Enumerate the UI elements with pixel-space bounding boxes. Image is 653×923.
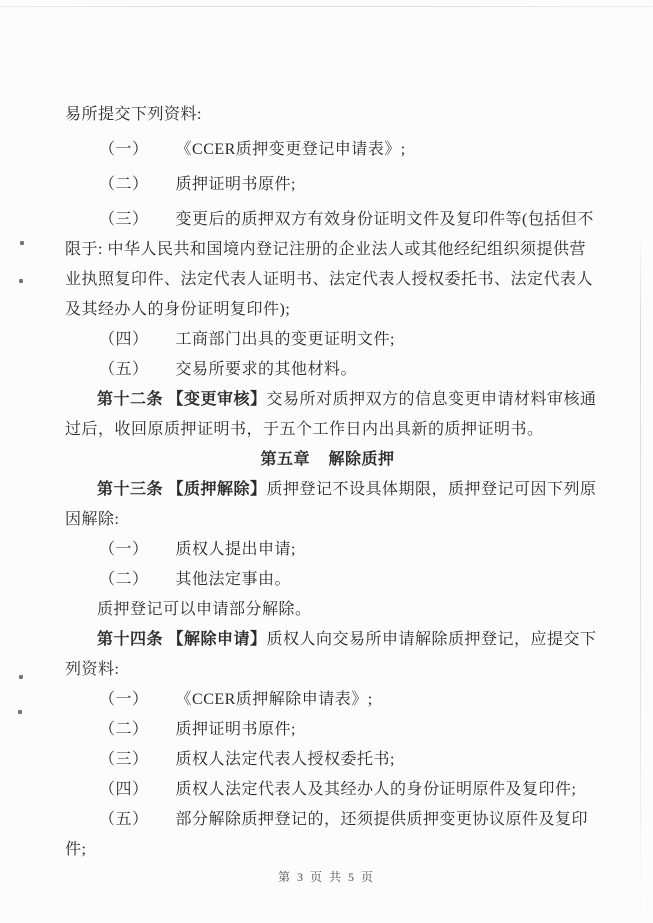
scan-speckle — [19, 279, 23, 283]
text-segment: 第五章 — [260, 451, 311, 468]
text-segment: 【解除申请】 — [167, 631, 267, 648]
text-segment: 质押登记可以申请部分解除。 — [97, 601, 312, 618]
text-segment: 工商部门出具的变更证明文件; — [175, 331, 395, 348]
text-segment: 质权人提出申请; — [175, 541, 296, 558]
text-segment: 第十三条 — [97, 481, 168, 498]
indented-line — [65, 595, 590, 625]
item-number: （三） — [99, 751, 149, 768]
article-line — [65, 385, 597, 415]
continuation-line — [65, 100, 590, 130]
text-segment: 交易所要求的其他材料。 — [175, 361, 358, 378]
item-number: （三） — [99, 211, 149, 228]
item-number: （二） — [99, 176, 149, 193]
item-number: （五） — [99, 811, 149, 828]
list-item — [99, 355, 590, 385]
scan-artifact-top-line — [0, 6, 653, 7]
text-segment: 易所提交下列资料: — [65, 106, 202, 123]
text-segment: 解除质押 — [328, 451, 395, 468]
text-segment: 《CCER质押解除申请表》; — [175, 691, 373, 708]
continuation-line — [65, 265, 594, 295]
list-item — [99, 565, 590, 595]
scan-speckle — [19, 675, 23, 679]
article-line — [65, 625, 597, 655]
text-segment: 因解除: — [65, 511, 120, 528]
text-segment: 【变更审核】 — [167, 391, 267, 408]
list-item — [99, 715, 590, 745]
list-item — [99, 170, 590, 200]
item-number: （一） — [99, 141, 149, 158]
text-segment: 交易所对质押双方的信息变更申请材料审核通 — [266, 391, 597, 408]
text-segment: 质押证明书原件; — [175, 176, 296, 193]
item-number: （二） — [99, 571, 149, 588]
text-segment: 及其经办人的身份证明复印件); — [65, 301, 291, 318]
list-item — [99, 745, 590, 775]
page-footer: 第 3 页 共 5 页 — [277, 870, 375, 884]
text-segment: 列资料: — [65, 661, 120, 678]
text-segment: 过后，收回原质押证明书，于五个工作日内出具新的质押证明书。 — [65, 421, 544, 438]
item-number: （一） — [99, 691, 149, 708]
continuation-line — [65, 655, 590, 685]
text-segment: 【质押解除】 — [167, 481, 267, 498]
text-segment: 部分解除质押登记的，还须提供质押变更协议原件及复印 — [175, 811, 589, 828]
text-segment: 业执照复印件、法定代表人证明书、法定代表人授权委托书、法定代表人 — [65, 271, 594, 288]
text-segment: 第十二条 — [97, 391, 168, 408]
list-item — [99, 685, 590, 715]
list-item — [99, 205, 594, 235]
continuation-line — [65, 415, 590, 445]
text-segment: 其他法定事由。 — [175, 571, 292, 588]
item-number: （二） — [99, 721, 149, 738]
list-item — [99, 535, 590, 565]
list-item — [99, 135, 590, 165]
document-body — [65, 100, 597, 865]
continuation-line — [65, 235, 590, 265]
continuation-line — [65, 835, 590, 865]
item-number: （四） — [99, 331, 149, 348]
list-item — [99, 775, 590, 805]
text-segment: 质押登记不设具体期限，质押登记可因下列原 — [266, 481, 597, 498]
scan-artifact-right-edge-line — [640, 225, 641, 923]
list-item — [99, 325, 590, 355]
item-number: （五） — [99, 361, 149, 378]
text-segment: 限于: 中华人民共和国境内登记注册的企业法人或其他经纪组织须提供营 — [65, 241, 586, 258]
chapter-heading — [65, 445, 590, 475]
article-line — [65, 475, 597, 505]
text-segment: 质权人法定代表人及其经办人的身份证明原件及复印件; — [175, 781, 577, 798]
text-segment: 质押证明书原件; — [175, 721, 296, 738]
scan-speckle — [20, 241, 24, 245]
item-number: （四） — [99, 781, 149, 798]
scan-speckle — [18, 710, 22, 714]
item-number: （一） — [99, 541, 149, 558]
text-segment: 质权人向交易所申请解除质押登记，应提交下 — [266, 631, 597, 648]
text-segment: 质权人法定代表人授权委托书; — [175, 751, 395, 768]
text-segment: 《CCER质押变更登记申请表》; — [175, 141, 406, 158]
continuation-line — [65, 505, 590, 535]
list-item — [99, 805, 590, 835]
text-segment: 第十四条 — [97, 631, 168, 648]
text-segment: 件; — [65, 841, 87, 858]
text-segment: 变更后的质押双方有效身份证明文件及复印件等(包括但不 — [175, 211, 594, 228]
continuation-line — [65, 295, 590, 325]
